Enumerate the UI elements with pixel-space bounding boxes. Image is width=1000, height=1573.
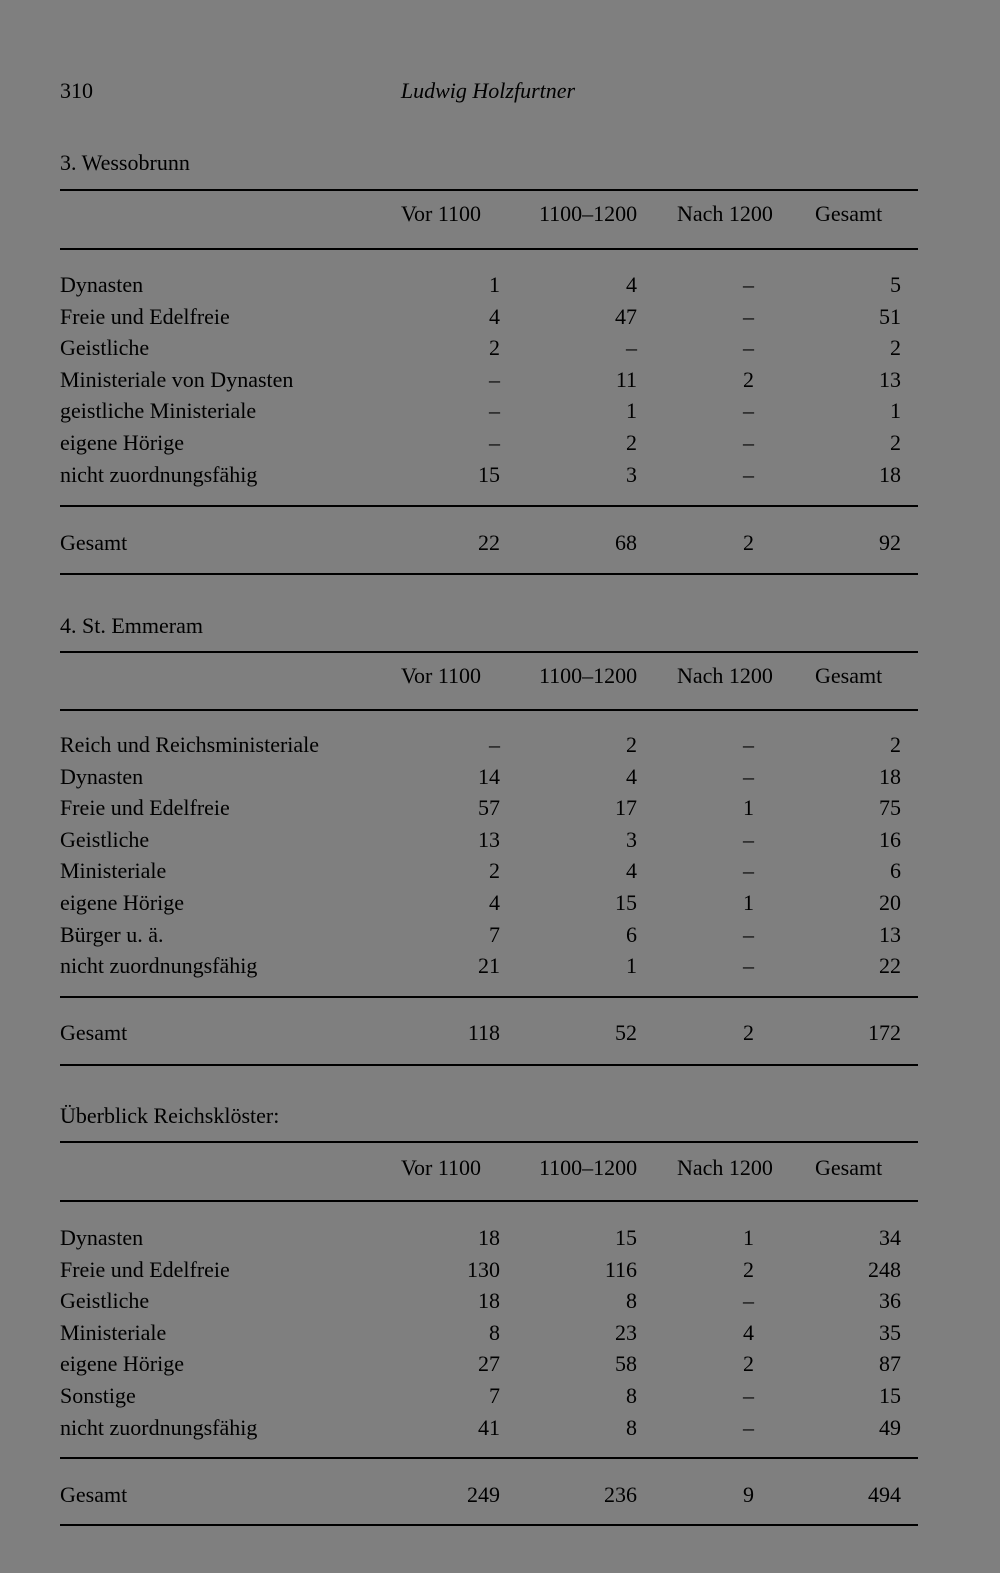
cell-gesamt: 75 [879, 795, 901, 821]
row-label: geistliche Ministeriale [60, 398, 257, 424]
table-title-st-emmeram: 4. St. Emmeram [60, 613, 203, 638]
cell-1100-1200: 11 [615, 366, 637, 392]
table-bottom-rule [60, 573, 918, 575]
total-1100-1200: 68 [615, 530, 637, 555]
table-row [60, 732, 918, 764]
cell-gesamt: 248 [868, 1256, 901, 1282]
column-header-vor-1100: Vor 1100 [401, 201, 482, 226]
column-header-gesamt: Gesamt [815, 1155, 883, 1180]
cell-1100-1200: 17 [615, 795, 637, 821]
cell-gesamt: 18 [879, 763, 901, 789]
table-row [60, 430, 918, 462]
cell-1100-1200: 23 [615, 1319, 637, 1345]
table-row [60, 827, 918, 859]
cell-nach-1200: – [743, 1414, 754, 1440]
table-bottom-rule [60, 1064, 918, 1066]
table-title-ueberblick: Überblick Reichsklöster: [60, 1103, 280, 1128]
cell-gesamt: 22 [879, 953, 901, 979]
row-label: Freie und Edelfreie [60, 303, 230, 329]
cell-nach-1200: – [743, 335, 754, 361]
row-label: Ministeriale [60, 858, 167, 884]
cell-vor-1100: 27 [478, 1351, 500, 1377]
row-label: Geistliche [60, 1288, 150, 1314]
cell-vor-1100: 21 [478, 953, 500, 979]
cell-nach-1200: 2 [743, 1351, 754, 1377]
total-label: Gesamt [60, 1482, 128, 1507]
total-row [60, 530, 918, 560]
table-row [60, 462, 918, 494]
cell-1100-1200: 1 [626, 398, 637, 424]
cell-nach-1200: – [743, 858, 754, 884]
cell-nach-1200: – [743, 732, 754, 757]
cell-1100-1200: 15 [615, 1225, 637, 1250]
column-header-1100-1200: 1100–1200 [539, 1155, 638, 1180]
cell-1100-1200: 4 [626, 858, 637, 884]
column-header-gesamt: Gesamt [815, 201, 883, 226]
cell-1100-1200: 3 [626, 826, 637, 852]
cell-1100-1200: 8 [626, 1382, 637, 1408]
total-row [60, 1020, 918, 1050]
cell-vor-1100: 57 [478, 795, 500, 821]
column-header-row [60, 1155, 918, 1185]
table-row [60, 1320, 918, 1352]
table-row [60, 795, 918, 827]
cell-nach-1200: 4 [743, 1319, 754, 1345]
column-header-vor-1100: Vor 1100 [401, 663, 482, 688]
cell-nach-1200: 1 [743, 795, 754, 821]
row-label: eigene Hörige [60, 889, 184, 915]
row-label: Ministeriale [60, 1319, 167, 1345]
total-vor-1100: 118 [467, 1020, 500, 1045]
table-row [60, 953, 918, 985]
row-label: Ministeriale von Dynasten [60, 366, 294, 392]
total-top-rule [60, 505, 918, 507]
cell-vor-1100: 1 [489, 272, 500, 297]
total-label: Gesamt [60, 1020, 128, 1045]
total-gesamt: 172 [868, 1020, 901, 1045]
column-header-nach-1200: Nach 1200 [677, 663, 773, 688]
table-row [60, 367, 918, 399]
cell-gesamt: 18 [879, 461, 901, 487]
cell-1100-1200: 1 [626, 953, 637, 979]
table-row [60, 398, 918, 430]
cell-vor-1100: 13 [478, 826, 500, 852]
table-row [60, 1288, 918, 1320]
column-header-row [60, 663, 918, 693]
total-row [60, 1482, 918, 1512]
total-gesamt: 494 [868, 1482, 901, 1507]
row-label: eigene Hörige [60, 1351, 184, 1377]
cell-vor-1100: – [489, 366, 500, 392]
table-title-wessobrunn: 3. Wessobrunn [60, 150, 190, 175]
cell-vor-1100: 7 [489, 921, 500, 947]
header-bottom-rule [60, 1200, 918, 1202]
cell-1100-1200: 8 [626, 1288, 637, 1314]
cell-gesamt: 16 [879, 826, 901, 852]
cell-1100-1200: 116 [604, 1256, 637, 1282]
row-label: Dynasten [60, 1225, 144, 1250]
cell-vor-1100: – [489, 732, 500, 757]
cell-nach-1200: 1 [743, 889, 754, 915]
cell-gesamt: 87 [879, 1351, 901, 1377]
cell-nach-1200: – [743, 303, 754, 329]
row-label: nicht zuordnungsfähig [60, 1414, 258, 1440]
table-row [60, 1351, 918, 1383]
column-header-1100-1200: 1100–1200 [539, 663, 638, 688]
cell-1100-1200: 2 [626, 732, 637, 757]
cell-gesamt: 13 [879, 366, 901, 392]
header-bottom-rule [60, 248, 918, 250]
cell-vor-1100: 2 [489, 858, 500, 884]
cell-gesamt: 2 [890, 335, 901, 361]
total-vor-1100: 249 [467, 1482, 500, 1507]
cell-vor-1100: 18 [478, 1288, 500, 1314]
cell-gesamt: 36 [879, 1288, 901, 1314]
cell-nach-1200: 1 [743, 1225, 754, 1250]
row-label: eigene Hörige [60, 429, 184, 455]
cell-1100-1200: 4 [626, 272, 637, 297]
table-body [60, 732, 918, 985]
cell-gesamt: 6 [890, 858, 901, 884]
cell-1100-1200: 47 [615, 303, 637, 329]
table-row [60, 1383, 918, 1415]
cell-vor-1100: 4 [489, 303, 500, 329]
row-label: nicht zuordnungsfähig [60, 461, 258, 487]
table-row [60, 272, 918, 304]
table-row [60, 304, 918, 336]
table-top-rule [60, 1141, 918, 1143]
table-row [60, 922, 918, 954]
column-header-1100-1200: 1100–1200 [539, 201, 638, 226]
cell-vor-1100: 2 [489, 335, 500, 361]
cell-nach-1200: 2 [743, 1256, 754, 1282]
total-nach-1200: 2 [743, 530, 754, 555]
total-gesamt: 92 [879, 530, 901, 555]
cell-nach-1200: – [743, 398, 754, 424]
cell-vor-1100: 14 [478, 763, 500, 789]
cell-1100-1200: 4 [626, 763, 637, 789]
cell-vor-1100: 15 [478, 461, 500, 487]
cell-nach-1200: – [743, 429, 754, 455]
running-head: Ludwig Holzfurtner [400, 78, 576, 103]
column-header-gesamt: Gesamt [815, 663, 883, 688]
row-label: nicht zuordnungsfähig [60, 953, 258, 979]
cell-nach-1200: – [743, 1288, 754, 1314]
page-header [60, 78, 916, 114]
cell-vor-1100: 7 [489, 1382, 500, 1408]
cell-vor-1100: 18 [478, 1225, 500, 1250]
total-1100-1200: 52 [615, 1020, 637, 1045]
column-header-vor-1100: Vor 1100 [401, 1155, 482, 1180]
cell-gesamt: 2 [890, 429, 901, 455]
cell-1100-1200: 2 [626, 429, 637, 455]
cell-gesamt: 13 [879, 921, 901, 947]
table-row [60, 1415, 918, 1447]
row-label: Dynasten [60, 272, 144, 297]
table-row [60, 1225, 918, 1257]
cell-nach-1200: – [743, 826, 754, 852]
cell-1100-1200: 58 [615, 1351, 637, 1377]
cell-gesamt: 51 [879, 303, 901, 329]
cell-gesamt: 34 [879, 1225, 901, 1250]
total-nach-1200: 2 [743, 1020, 754, 1045]
cell-gesamt: 20 [879, 889, 901, 915]
table-row [60, 890, 918, 922]
table-body [60, 1225, 918, 1446]
cell-vor-1100: 130 [467, 1256, 500, 1282]
cell-nach-1200: – [743, 1382, 754, 1408]
cell-gesamt: 5 [890, 272, 901, 297]
cell-gesamt: 15 [879, 1382, 901, 1408]
table-top-rule [60, 651, 918, 653]
cell-vor-1100: – [489, 398, 500, 424]
cell-nach-1200: – [743, 763, 754, 789]
row-label: Geistliche [60, 335, 150, 361]
total-label: Gesamt [60, 530, 128, 555]
cell-1100-1200: 6 [626, 921, 637, 947]
column-header-row [60, 201, 918, 231]
cell-1100-1200: 3 [626, 461, 637, 487]
row-label: Freie und Edelfreie [60, 1256, 230, 1282]
table-top-rule [60, 189, 918, 191]
cell-gesamt: 35 [879, 1319, 901, 1345]
total-vor-1100: 22 [478, 530, 500, 555]
table-row [60, 764, 918, 796]
column-header-nach-1200: Nach 1200 [677, 201, 773, 226]
total-top-rule [60, 996, 918, 998]
total-top-rule [60, 1457, 918, 1459]
table-bottom-rule [60, 1524, 918, 1526]
cell-gesamt: 1 [890, 398, 901, 424]
row-label: Freie und Edelfreie [60, 795, 230, 821]
row-label: Reich und Reichsministeriale [60, 732, 320, 757]
cell-vor-1100: 4 [489, 889, 500, 915]
cell-vor-1100: 8 [489, 1319, 500, 1345]
cell-vor-1100: – [489, 429, 500, 455]
page-number: 310 [60, 78, 93, 103]
column-header-nach-1200: Nach 1200 [677, 1155, 773, 1180]
header-bottom-rule [60, 709, 918, 711]
cell-1100-1200: 8 [626, 1414, 637, 1440]
cell-1100-1200: 15 [615, 889, 637, 915]
cell-nach-1200: – [743, 921, 754, 947]
row-label: Bürger u. ä. [60, 921, 164, 947]
table-row [60, 335, 918, 367]
cell-vor-1100: 41 [478, 1414, 500, 1440]
cell-nach-1200: – [743, 461, 754, 487]
row-label: Sonstige [60, 1382, 136, 1408]
row-label: Geistliche [60, 826, 150, 852]
table-row [60, 858, 918, 890]
total-nach-1200: 9 [743, 1482, 754, 1507]
table-row [60, 1257, 918, 1289]
row-label: Dynasten [60, 763, 144, 789]
table-body [60, 272, 918, 493]
cell-nach-1200: – [743, 272, 754, 297]
cell-gesamt: 2 [890, 732, 901, 757]
cell-gesamt: 49 [879, 1414, 901, 1440]
total-1100-1200: 236 [604, 1482, 637, 1507]
cell-1100-1200: – [626, 335, 637, 361]
cell-nach-1200: – [743, 953, 754, 979]
cell-nach-1200: 2 [743, 366, 754, 392]
